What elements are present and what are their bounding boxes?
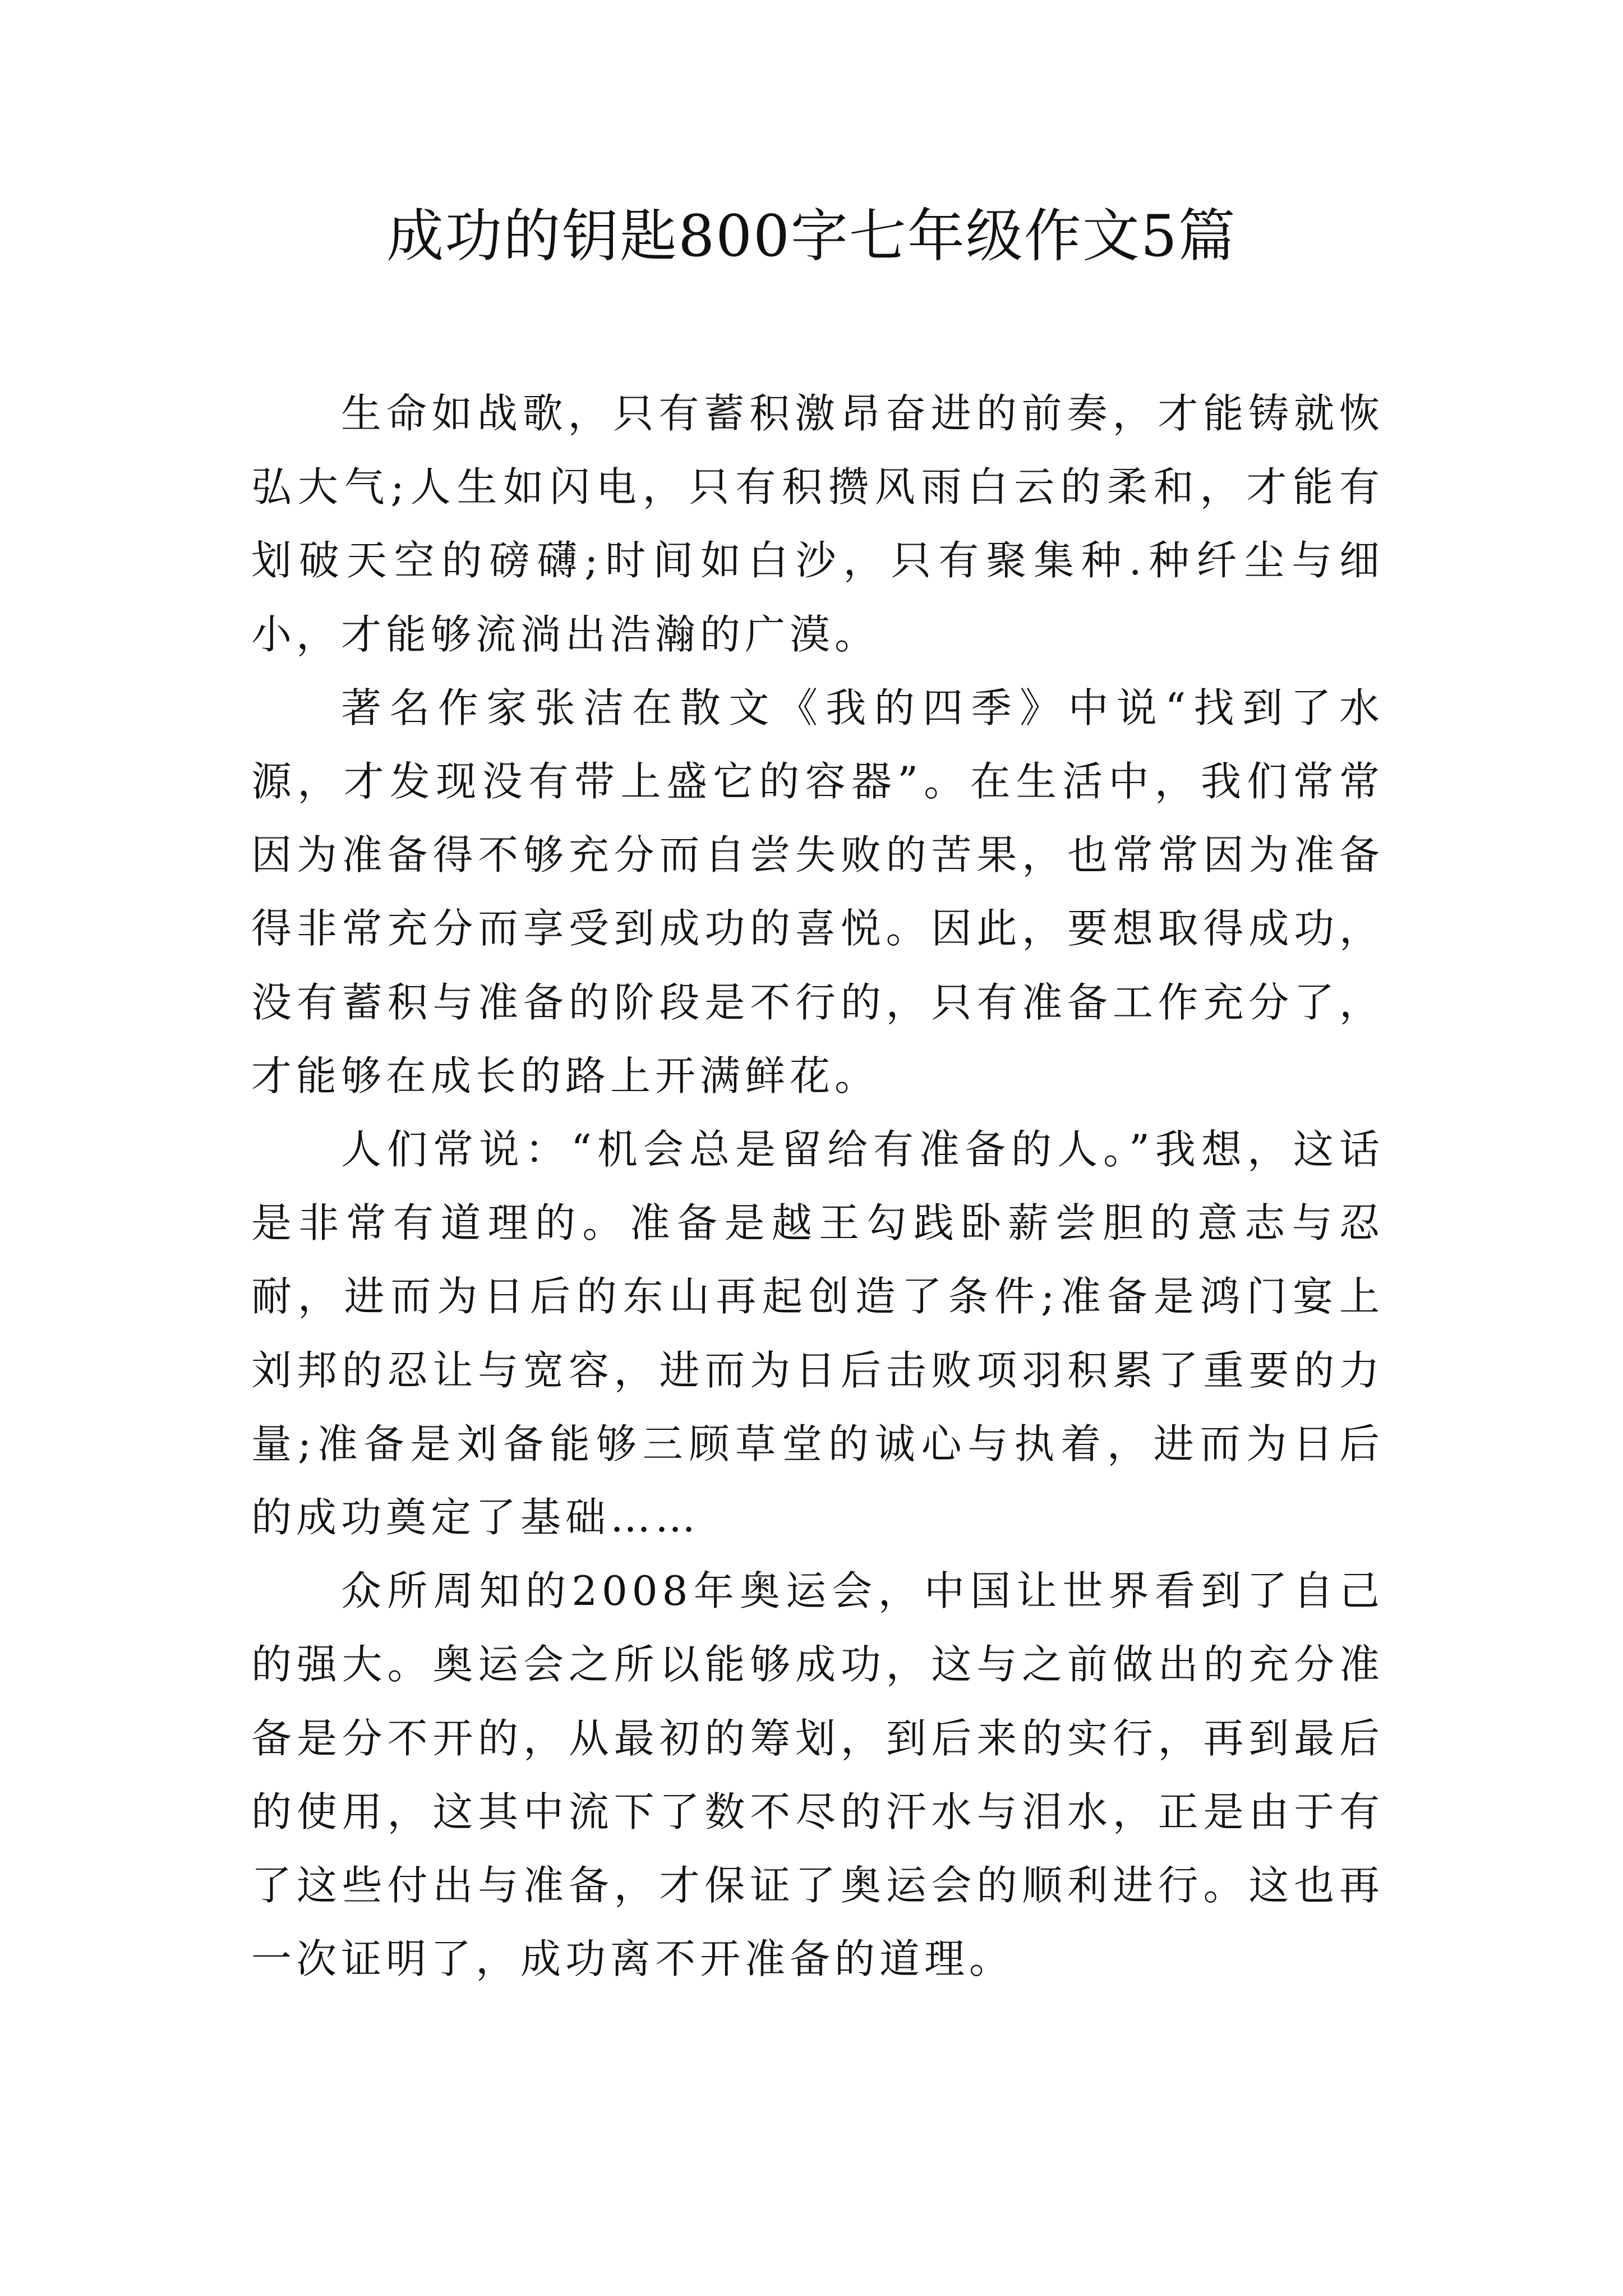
document-title: 成功的钥匙800字七年级作文5篇 xyxy=(386,203,1237,270)
paragraph-1: 生命如战歌，只有蓄积激昂奋进的前奏，才能铸就恢弘大气;人生如闪电，只有积攒风雨白云的柔和，才能有划破天空的磅礴;时间如白沙，只有聚集种.种纤尘与细小，才能够流淌出浩瀚的广漠。 xyxy=(251,390,1384,658)
paragraph-4: 众所周知的2008年奥运会，中国让世界看到了自己的强大。奥运会之所以能够成功，这与之前做出的充分准备是分不开的，从最初的筹划，到后来的实行，再到最后的使用，这其中流下了数不尽的汗水与泪水，正是由于有了这些付出与准备，才保证了奥运会的顺利进行。这也再一次证明了，成功离不开准备的道理。 xyxy=(251,1567,1384,1983)
paragraph-3: 人们常说：“机会总是留给有准备的人。”我想，这话是非常有道理的。准备是越王勾践卧薪尝胆的意志与忍耐，进而为日后的东山再起创造了条件;准备是鸿门宴上刘邦的忍让与宽容，进而为日后击败项羽积累了重要的力量;准备是刘备能够三顾草堂的诚心与执着，进而为日后的成功奠定了基础…… xyxy=(251,1126,1384,1542)
paragraph-2: 著名作家张洁在散文《我的四季》中说“找到了水源，才发现没有带上盛它的容器”。在生活中，我们常常因为准备得不够充分而自尝失败的苦果，也常常因为准备得非常充分而享受到成功的喜悦。因此，要想取得成功，没有蓄积与准备的阶段是不行的，只有准备工作充分了，才能够在成长的路上开满鲜花。 xyxy=(251,684,1384,1099)
document-body xyxy=(251,377,1384,1996)
